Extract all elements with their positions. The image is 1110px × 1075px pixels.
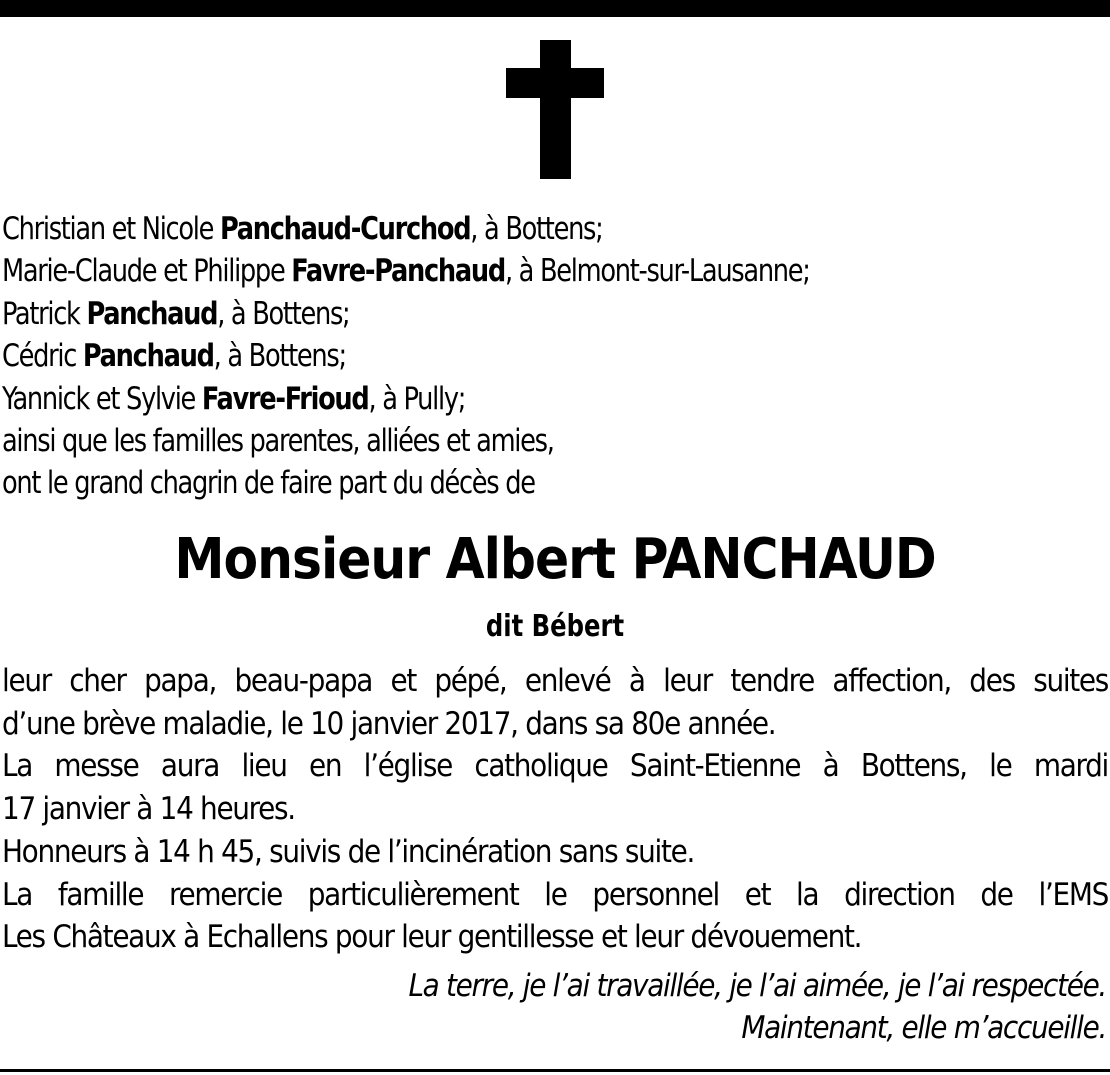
family-line	[2, 293, 1014, 335]
quote-line: Maintenant, elle m’accueille.	[741, 1010, 1106, 1046]
body-line: leur cher papa, beau-papa et pépé, enlevé à leur tendre affection, des suites	[2, 663, 1108, 699]
family-line-prefix: Patrick	[2, 295, 87, 332]
body-line: La messe aura lieu en l’église catholique Saint-Etienne à Bottens, le mardi	[2, 748, 1108, 785]
family-relations-line: ainsi que les familles parentes, alliées et amies,	[2, 423, 554, 460]
family-line-prefix: Yannick et Sylvie	[2, 380, 202, 417]
deceased-nickname: dit Bébert	[485, 609, 625, 644]
family-line-suffix: , à Pully;	[368, 380, 466, 417]
closing-quote	[408, 965, 1106, 1049]
body-line: Honneurs à 14 h 45, suivis de l’incinération sans suite.	[2, 833, 694, 870]
family-surname: Favre-Panchaud	[291, 253, 505, 290]
body-line: Les Châteaux à Echallens pour leur gentillesse et leur dévouement.	[2, 919, 862, 956]
family-line	[2, 335, 1014, 377]
family-surname: Panchaud-Curchod	[219, 211, 471, 247]
family-line-suffix: , à Bottens;	[470, 211, 603, 247]
quote-line: La terre, je l’ai travaillée, je l’ai aimée, je l’ai respectée.	[408, 968, 1106, 1004]
body-line: d’une brève maladie, le 10 janvier 2017, dans sa 80e année.	[2, 705, 776, 742]
top-border-rule	[0, 0, 1110, 17]
family-line	[2, 378, 1014, 420]
family-list	[2, 208, 1102, 505]
body-line: La famille remercie particulièrement le personnel et la direction de l’EMS	[2, 876, 1108, 913]
cross-icon	[506, 40, 604, 179]
bottom-border-rule	[0, 1069, 1110, 1072]
family-surname: Favre-Frioud	[201, 380, 369, 417]
family-surname: Panchaud	[86, 295, 218, 332]
family-line-prefix: Marie-Claude et Philippe	[2, 253, 292, 290]
cross-horizontal-bar	[506, 68, 604, 98]
body-line: 17 janvier à 14 heures.	[2, 791, 295, 828]
family-line	[2, 250, 1014, 292]
announcement-line: ont le grand chagrin de faire part du décès de	[2, 465, 535, 502]
family-line-suffix: , à Bottens;	[213, 338, 346, 375]
family-line	[2, 208, 1014, 250]
family-line-suffix: , à Bottens;	[217, 295, 350, 332]
cross-vertical-bar	[540, 40, 571, 179]
family-surname: Panchaud	[82, 338, 214, 375]
family-line-suffix: , à Belmont-sur-Lausanne;	[504, 253, 810, 290]
deceased-name: Monsieur Albert PANCHAUD	[174, 527, 936, 592]
family-line-prefix: Cédric	[2, 338, 83, 375]
announcement-body	[2, 660, 1108, 959]
family-line-prefix: Christian et Nicole	[2, 211, 220, 247]
